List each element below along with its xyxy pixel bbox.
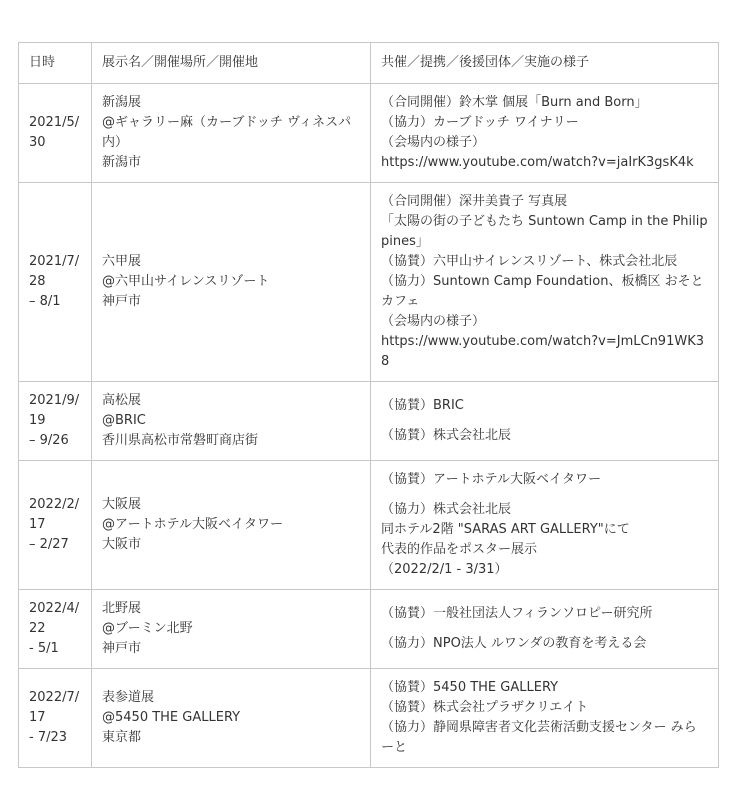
support-cell bbox=[371, 183, 719, 382]
video-link[interactable]: https://www.youtube.com/watch?v=jaIrK3gsK4k bbox=[381, 155, 694, 170]
support-paragraph bbox=[381, 500, 709, 580]
venue-cell bbox=[92, 590, 371, 669]
venue-name: @ブーミン北野 bbox=[102, 621, 193, 636]
date-cell bbox=[19, 590, 92, 669]
support-paragraph bbox=[381, 192, 709, 372]
table-row bbox=[19, 382, 719, 461]
support-line: 同ホテル2階 "SARAS ART GALLERY"にて bbox=[381, 522, 630, 537]
date-line: - 5/1 bbox=[29, 641, 59, 656]
support-line: （協賛）一般社団法人フィランソロピー研究所 bbox=[381, 606, 653, 621]
support-cell bbox=[371, 461, 719, 590]
table-row bbox=[19, 590, 719, 669]
date-line: 2021/9/19 bbox=[29, 393, 80, 428]
venue-city: 大阪市 bbox=[102, 537, 142, 552]
date-line: – 9/26 bbox=[29, 433, 69, 448]
support-line: （協力）Suntown Camp Foundation、板橋区 おそとカフェ bbox=[381, 274, 704, 309]
date-line: 2022/4/22 bbox=[29, 601, 80, 636]
venue-name: @BRIC bbox=[102, 413, 146, 428]
venue-cell bbox=[92, 669, 371, 768]
venue-cell bbox=[92, 461, 371, 590]
venue-cell bbox=[92, 382, 371, 461]
exhibition-table bbox=[18, 42, 719, 768]
support-paragraph bbox=[381, 634, 709, 654]
support-line: （合同開催）深井美貴子 写真展 bbox=[381, 194, 568, 209]
support-line: （協賛）六甲山サイレンスリゾート、株式会社北辰 bbox=[381, 254, 678, 269]
support-paragraph bbox=[381, 426, 709, 446]
date-line: – 2/27 bbox=[29, 537, 69, 552]
venue-name: @ギャラリー麻（カーブドッチ ヴィネスパ内） bbox=[102, 115, 352, 150]
table-header-row bbox=[19, 43, 719, 84]
venue-name: @六甲山サイレンスリゾート bbox=[102, 274, 270, 289]
venue-city: 東京都 bbox=[102, 730, 142, 745]
exhibition-name: 表参道展 bbox=[102, 690, 155, 705]
date-line: 2021/7/28 bbox=[29, 254, 80, 289]
support-line: （合同開催）鈴木掌 個展「Burn and Born」 bbox=[381, 95, 648, 110]
exhibition-name: 高松展 bbox=[102, 393, 142, 408]
venue-city: 神戸市 bbox=[102, 641, 142, 656]
support-cell bbox=[371, 382, 719, 461]
header-support: 共催／提携／後援団体／実施の様子 bbox=[371, 43, 719, 84]
table-body bbox=[19, 84, 719, 768]
table-row bbox=[19, 84, 719, 183]
venue-name: @アートホテル大阪ベイタワー bbox=[102, 517, 283, 532]
date-cell bbox=[19, 382, 92, 461]
support-line: （協力）カーブドッチ ワイナリー bbox=[381, 115, 579, 130]
date-cell bbox=[19, 84, 92, 183]
venue-city: 神戸市 bbox=[102, 294, 142, 309]
date-line: 2022/7/17 bbox=[29, 690, 80, 725]
date-line: 2022/2/17 bbox=[29, 497, 80, 532]
exhibition-name: 六甲展 bbox=[102, 254, 142, 269]
venue-city: 新潟市 bbox=[102, 155, 142, 170]
support-line: （協力）NPO法人 ルワンダの教育を考える会 bbox=[381, 636, 647, 651]
support-line: （協賛）株式会社プラザクリエイト bbox=[381, 700, 589, 715]
support-cell bbox=[371, 669, 719, 768]
date-cell bbox=[19, 669, 92, 768]
table-row bbox=[19, 183, 719, 382]
support-paragraph bbox=[381, 396, 709, 416]
support-paragraph bbox=[381, 604, 709, 624]
table-row bbox=[19, 669, 719, 768]
support-line: （協賛）5450 THE GALLERY bbox=[381, 680, 559, 695]
venue-cell bbox=[92, 183, 371, 382]
support-line: （会場内の様子） bbox=[381, 135, 486, 150]
support-line: 「太陽の街の子どもたち Suntown Camp in the Philippines」 bbox=[381, 214, 708, 249]
date-line: – 8/1 bbox=[29, 294, 61, 309]
date-cell bbox=[19, 183, 92, 382]
exhibition-name: 大阪展 bbox=[102, 497, 142, 512]
support-line: （協賛）BRIC bbox=[381, 398, 464, 413]
venue-city: 香川県高松市常磐町商店街 bbox=[102, 433, 259, 448]
date-line: 2021/5/30 bbox=[29, 115, 80, 150]
venue-name: @5450 THE GALLERY bbox=[102, 710, 241, 725]
support-line: （協力）静岡県障害者文化芸術活動支援センター みらーと bbox=[381, 720, 697, 755]
date-line: - 7/23 bbox=[29, 730, 68, 745]
header-date: 日時 bbox=[19, 43, 92, 84]
support-line: （会場内の様子） bbox=[381, 314, 486, 329]
support-line: （協力）株式会社北辰 bbox=[381, 502, 512, 517]
exhibition-name: 新潟展 bbox=[102, 95, 142, 110]
video-link[interactable]: https://www.youtube.com/watch?v=JmLCn91WK38 bbox=[381, 334, 705, 369]
table-row bbox=[19, 461, 719, 590]
header-venue: 展示名／開催場所／開催地 bbox=[92, 43, 371, 84]
support-line: 代表的作品をポスター展示 bbox=[381, 542, 538, 557]
exhibition-name: 北野展 bbox=[102, 601, 142, 616]
date-cell bbox=[19, 461, 92, 590]
support-paragraph bbox=[381, 470, 709, 490]
venue-cell bbox=[92, 84, 371, 183]
support-line: （協賛）アートホテル大阪ベイタワー bbox=[381, 472, 601, 487]
support-paragraph bbox=[381, 678, 709, 758]
support-paragraph bbox=[381, 93, 709, 173]
support-cell bbox=[371, 84, 719, 183]
support-line: （2022/2/1 - 3/31） bbox=[381, 562, 508, 577]
support-cell bbox=[371, 590, 719, 669]
support-line: （協賛）株式会社北辰 bbox=[381, 428, 512, 443]
